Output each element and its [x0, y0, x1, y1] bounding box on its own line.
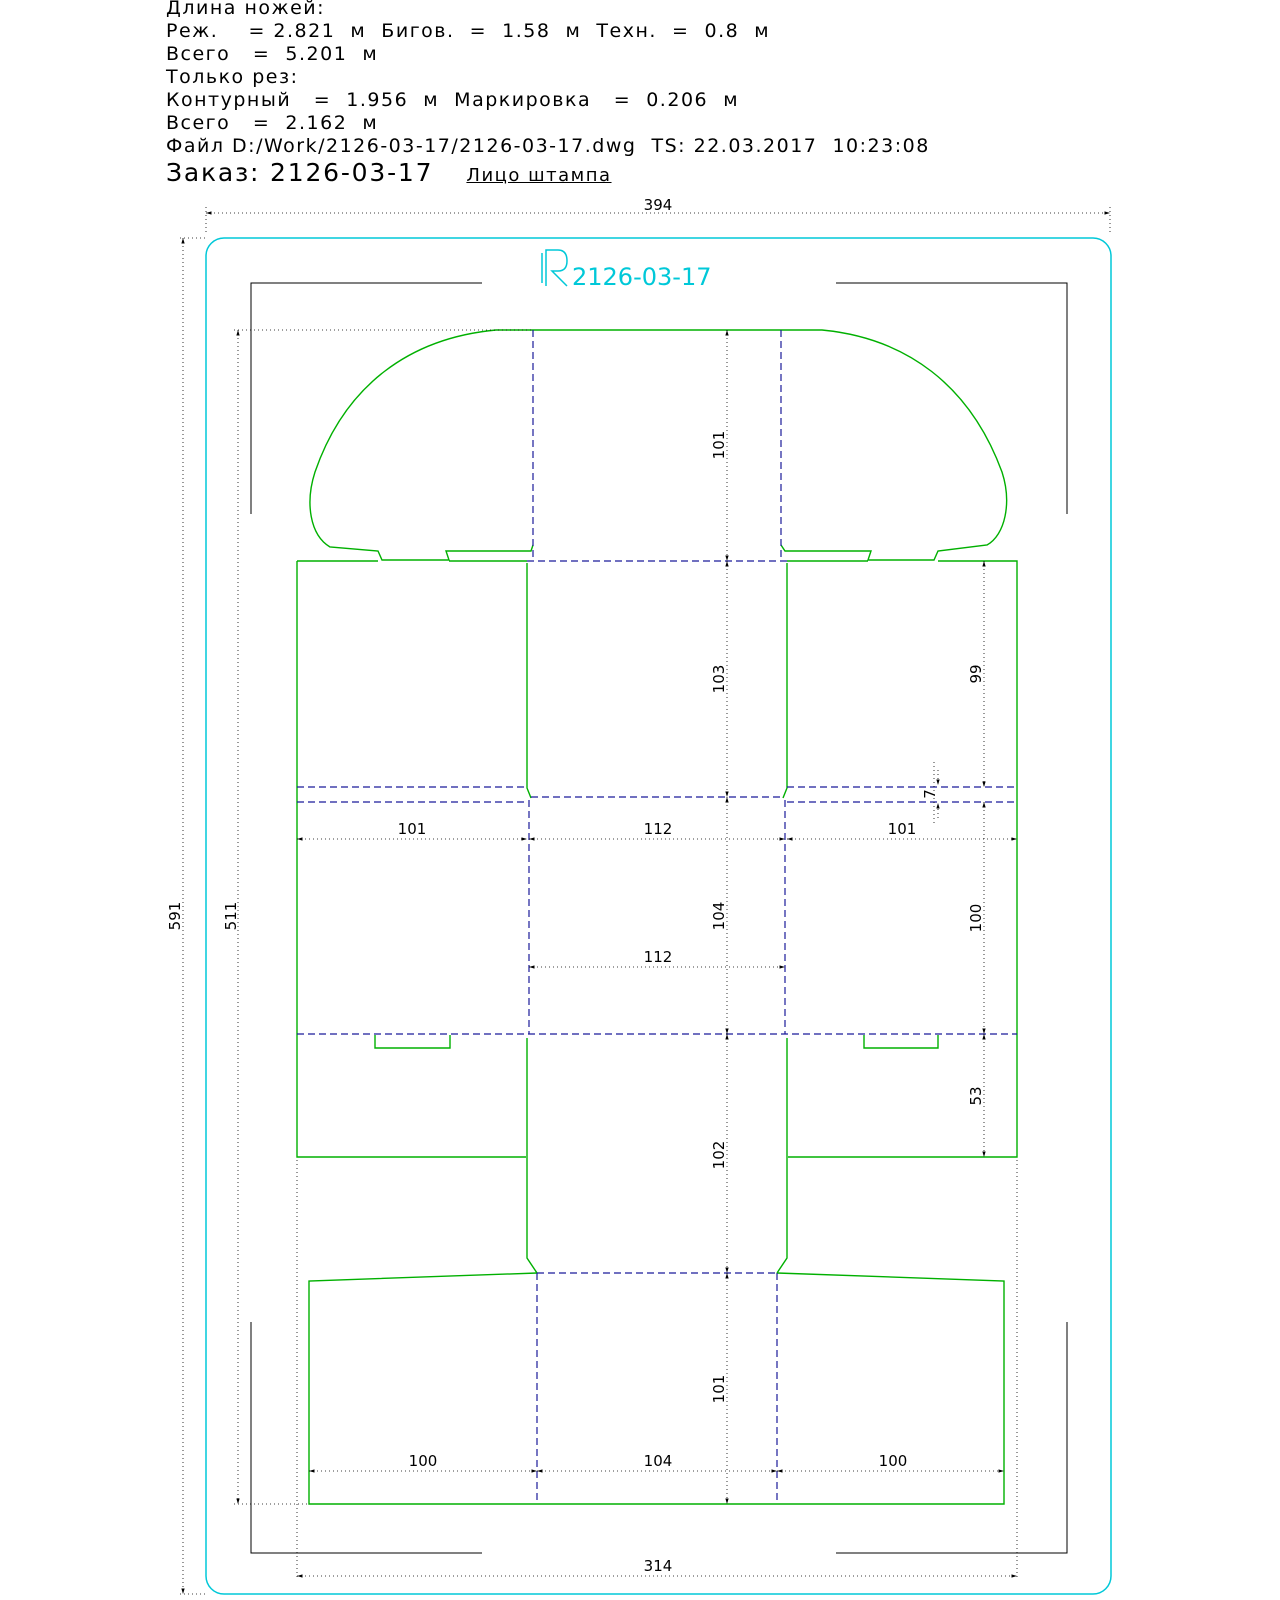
header-file-path: Файл D:/Work/2126-03-17/2126-03-17.dwg TS: 22.03.2017 10:23:08: [166, 135, 930, 157]
dim-top-width: 394: [643, 196, 673, 214]
header-cut-only-title: Только рез:: [166, 66, 299, 88]
header-total-knife: Всего = 5.201 м: [166, 43, 379, 65]
dim-bottom-left: 100: [408, 1452, 438, 1470]
header-knife-length-title: Длина ножей:: [166, 0, 326, 19]
header-knife-breakdown: Реж. = 2.821 м Бигов. = 1.58 м Техн. = 0.8 м: [166, 20, 771, 42]
dim-center-width: 112: [643, 820, 673, 838]
header-contour-marking: Контурный = 1.956 м Маркировка = 0.206 м: [166, 89, 740, 111]
dim-bottom-center: 104: [643, 1452, 673, 1470]
dimension-labels: [166, 196, 985, 1575]
dim-glue-strip: 7: [921, 789, 939, 799]
dim-bottom-flap: 101: [710, 1374, 728, 1404]
dim-right-mid: 100: [967, 903, 985, 933]
dim-center-panel: 104: [710, 901, 728, 931]
dim-lower-panel: 102: [710, 1140, 728, 1170]
top-flap-curve-right: [781, 330, 1007, 560]
top-flap-curve: [310, 330, 533, 560]
dim-right-side: 101: [887, 820, 917, 838]
dim-right-upper: 99: [967, 664, 985, 684]
dimension-lines: [183, 213, 1110, 1594]
dim-left-side: 101: [397, 820, 427, 838]
dim-top-flap: 101: [710, 430, 728, 460]
extension-lines: [180, 207, 1110, 1594]
dim-bottom-right: 100: [878, 1452, 908, 1470]
dim-total-height: 591: [166, 901, 184, 931]
die-face-link[interactable]: Лицо штампа: [466, 165, 612, 186]
logo-mark-icon: [542, 250, 567, 286]
logo-text: 2126-03-17: [572, 263, 712, 291]
dim-inner-height: 511: [222, 901, 240, 931]
header-total-cut: Всего = 2.162 м: [166, 112, 379, 134]
corner-frame: [251, 283, 1067, 1553]
dim-bottom-width: 314: [643, 1557, 673, 1575]
order-number: Заказ: 2126-03-17: [166, 158, 434, 187]
cut-lines: [297, 330, 1017, 1504]
dim-center-inner-width: 112: [643, 948, 673, 966]
company-logo: [542, 250, 711, 291]
dim-upper-panel: 103: [710, 664, 728, 694]
crease-lines: [297, 330, 1017, 1504]
dim-right-low: 53: [967, 1086, 985, 1106]
